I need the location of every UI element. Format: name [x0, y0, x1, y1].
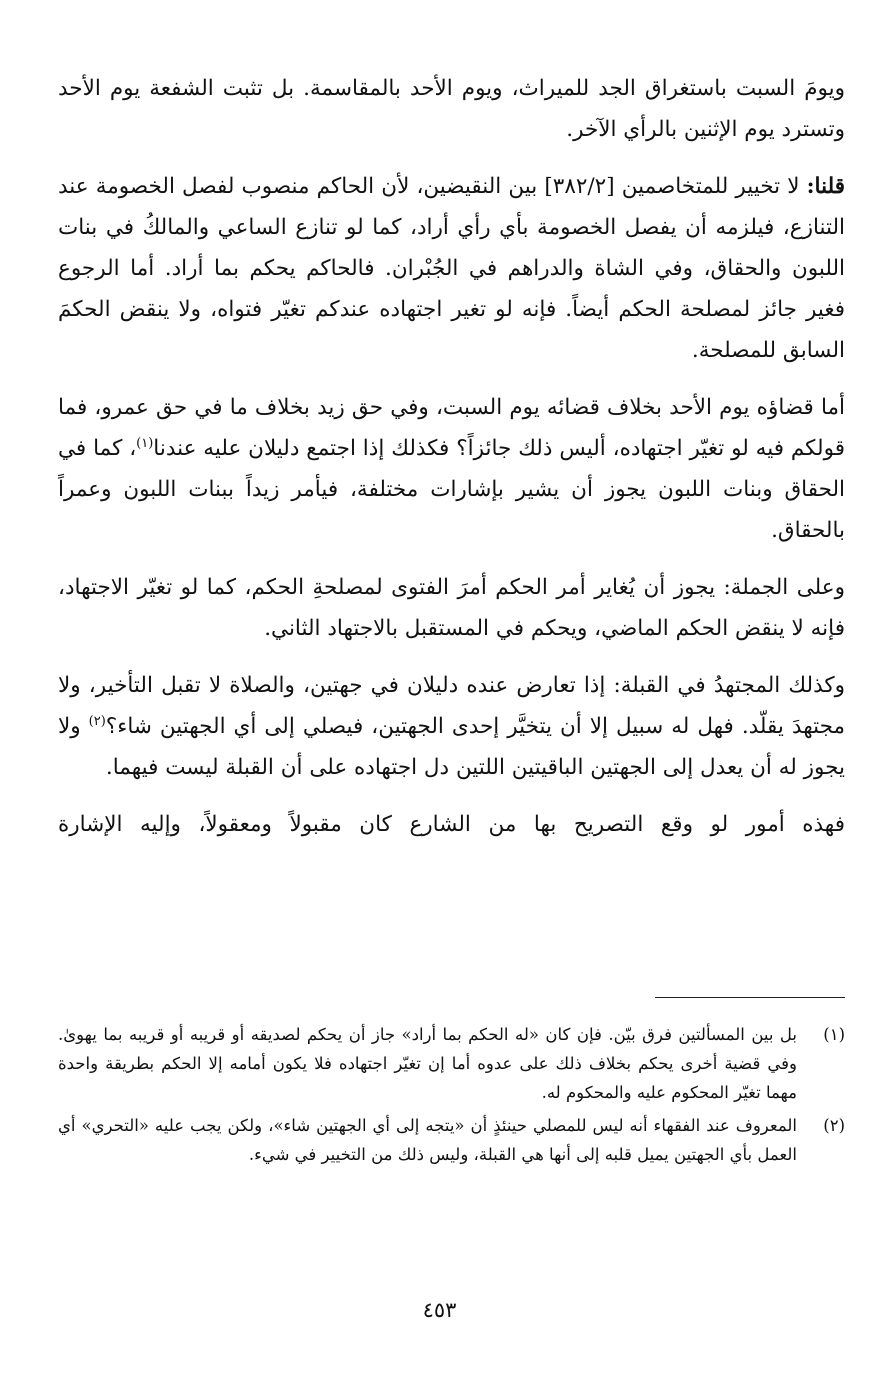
paragraph-6: فهذه أمور لو وقع التصريح بها من الشارع كان مقبولاً ومعقولاً، وإليه الإشارة — [58, 812, 845, 837]
footnote-ref-2: (٢) — [88, 713, 106, 729]
paragraph-1: ويومَ السبت باستغراق الجد للميراث، ويوم الأحد بالمقاسمة. بل تثبت الشفعة يوم الأحد وتسترد يوم الإثنين بالرأي الآخر. — [58, 76, 845, 142]
footnote-text: بل بين المسألتين فرق بيّن. فإن كان «له الحكم بما أراد» جاز أن يحكم لصديقه أو قريبه أو قريبه بما يهوىٰ. وفي قضية أخرى يحكم بخلاف ذلك على عدوه أما إن تغيّر اجتهاده فلا يكون أمامه إلا الحكم بطريقة واحدة مهما تغيّر المحكوم عليه والمحكوم له. — [58, 1025, 797, 1102]
footnote-divider — [655, 997, 845, 998]
footnote-text: المعروف عند الفقهاء أنه ليس للمصلي حينئذٍ أن «يتجه إلى أي الجهتين شاء»، ولكن يجب عليه «التحري» أي العمل بأي الجهتين يميل قلبه إلى أنها هي القبلة، وليس ذلك من التخيير في شيء. — [58, 1116, 797, 1164]
page-number: ٤٥٣ — [422, 1298, 457, 1322]
footnote-2 — [58, 1111, 845, 1169]
footnote-number: (١) — [823, 1025, 845, 1044]
paragraph-5: وكذلك المجتهدُ في القبلة: إذا تعارض عنده دليلان في جهتين، والصلاة لا تقبل التأخير، ولا مجتهدَ يقلّد. فهل له سبيل إلا أن يتخيَّر إحدى الجهتين، فيصلي إلى أي الجهتين شاء؟$^{(٢)}$ ولا يجوز له أن يعدل إلى الجهتين الباقيتين اللتين دل اجتهاده على أن القبلة ليست فيهما. — [58, 673, 845, 780]
paragraph-3: أما قضاؤه يوم الأحد بخلاف قضائه يوم السبت، وفي حق زيد بخلاف ما في حق عمرو، فما قولكم فيه لو تغيّر اجتهاده، أليس ذلك جائزاً؟ فكذلك إذا اجتمع دليلان عليه عندنا$^{(١)}$، كما في الحقاق وبنات اللبون يجوز أن يشير بإشارات مختلفة، فيأمر زيداً ببنات اللبون وعمراً بالحقاق. — [58, 395, 845, 543]
paragraph-2: قلنا: لا تخيير للمتخاصمين [٣٨٢/٢] بين النقيضين، لأن الحاكم منصوب لفصل الخصومة عند التنازع، فيلزمه أن يفصل الخصومة بأي رأي أراد، كما لو تنازع الساعي والمالكُ في بنات اللبون والحقاق، وفي الشاة والدراهم في الجُبْران. فالحاكم يحكم بما أراد. أما الرجوع فغير جائز لمصلحة الحكم أيضاً. فإنه لو تغير اجتهاده عندكم تغيّر فتواه، ولا ينقض الحكمَ السابق للمصلحة. — [58, 174, 845, 363]
footnote-ref-1: (١) — [136, 435, 154, 451]
paragraph-4: وعلى الجملة: يجوز أن يُغاير أمر الحكم أمرَ الفتوى لمصلحةِ الحكم، كما لو تغيّر الاجتهاد، فإنه لا ينقض الحكم الماضي، ويحكم في المستقبل بالاجتهاد الثاني. — [58, 575, 845, 641]
paragraph-lead: قلنا: — [806, 174, 845, 199]
footnotes — [58, 1020, 845, 1173]
main-text — [58, 68, 845, 845]
page-body — [58, 68, 845, 861]
footnote-1 — [58, 1020, 845, 1107]
footnote-number: (٢) — [823, 1116, 845, 1135]
